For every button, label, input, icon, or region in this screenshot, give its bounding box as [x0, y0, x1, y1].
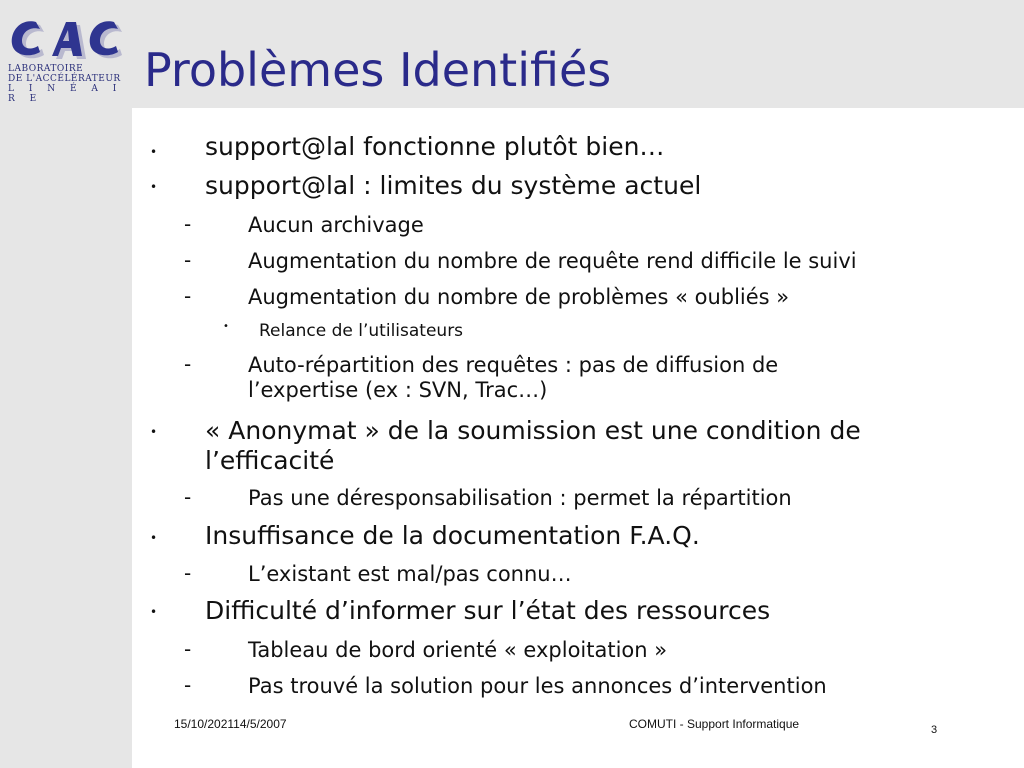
bullet-item: Difficulté d’informer sur l’état des ressources	[205, 596, 771, 625]
bullet-item: « Anonymat » de la soumission est une condition de l’efficacité	[205, 416, 861, 475]
logo-line-3: L I N É A I R E	[8, 84, 123, 104]
logo-line-2: DE L'ACCÉLÉRATEUR	[8, 74, 121, 84]
side-band	[0, 108, 132, 768]
dash-marker: -	[184, 248, 192, 272]
slide-title: Problèmes Identifiés	[144, 43, 612, 97]
dash-marker: -	[184, 284, 192, 308]
bullet-marker: •	[150, 531, 158, 545]
sub-item: Pas une déresponsabilisation : permet la répartition	[248, 486, 792, 510]
logo-line-1: LABORATOIRE	[8, 64, 84, 74]
footer-date: 15/10/202114/5/2007	[174, 717, 287, 731]
sub-sub-item: Relance de l’utilisateurs	[259, 321, 464, 341]
bullet-item: support@lal fonctionne plutôt bien…	[205, 132, 665, 161]
sub-bullet-marker: •	[223, 321, 229, 332]
sub-item: Augmentation du nombre de problèmes « oubliés »	[248, 285, 790, 309]
dash-marker: -	[184, 352, 192, 376]
dash-marker: -	[184, 637, 192, 661]
bullet-marker: •	[150, 425, 158, 439]
sub-item: Tableau de bord orienté « exploitation »	[248, 638, 668, 662]
footer-title: COMUTI - Support Informatique	[629, 717, 800, 731]
dash-marker: -	[184, 485, 192, 509]
logo-caption	[8, 64, 126, 104]
bullet-item: support@lal : limites du système actuel	[205, 171, 702, 200]
sub-item: Auto-répartition des requêtes : pas de diffusion de l’expertise (ex : SVN, Trac…)	[248, 353, 779, 402]
sub-item: L’existant est mal/pas connu…	[248, 562, 572, 586]
sub-item: Pas trouvé la solution pour les annonces d’intervention	[248, 674, 827, 698]
dash-marker: -	[184, 673, 192, 697]
page-number: 3	[931, 724, 938, 736]
bullet-item: Insuffisance de la documentation F.A.Q.	[205, 521, 700, 550]
dash-marker: -	[184, 561, 192, 585]
lal-logo	[6, 16, 126, 104]
sub-item: Augmentation du nombre de requête rend difficile le suivi	[248, 249, 857, 273]
bullet-marker: •	[150, 145, 158, 159]
sub-item: Aucun archivage	[248, 213, 424, 237]
bullet-marker: •	[150, 180, 158, 194]
dash-marker: -	[184, 212, 192, 236]
lal-logo-mark	[6, 16, 126, 64]
bullet-marker: •	[150, 605, 158, 619]
